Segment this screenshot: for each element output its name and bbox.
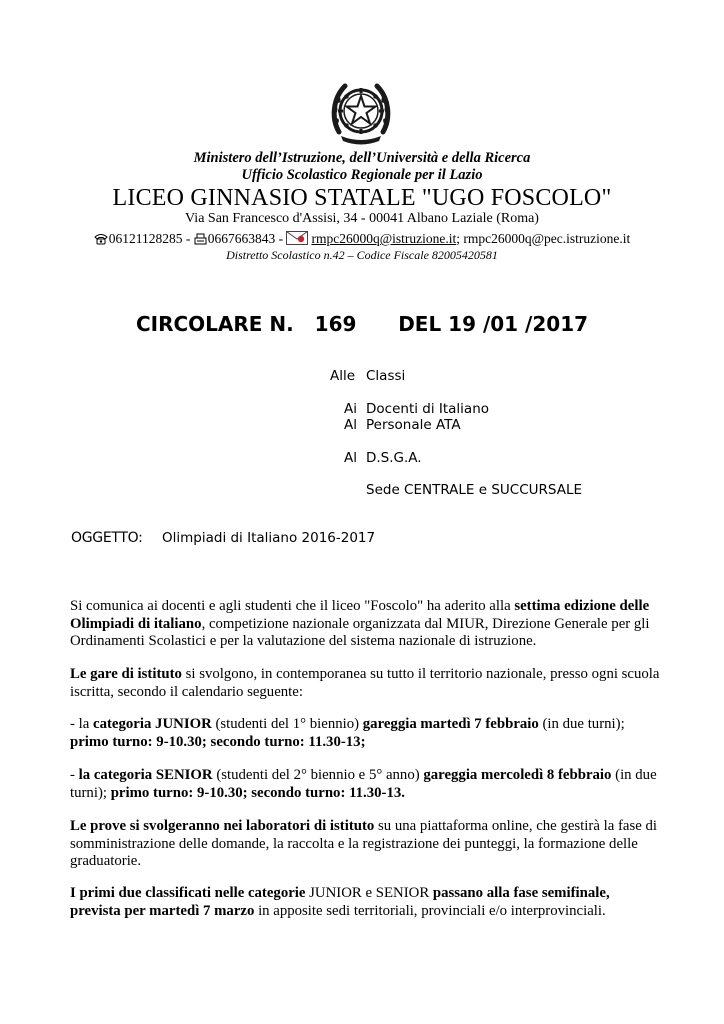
text-run: Si comunica ai docenti e agli studenti che il liceo "Foscolo" ha aderito alla xyxy=(70,598,515,614)
bold-text-run: categoria JUNIOR xyxy=(93,716,212,732)
pec-address: rmpc26000q@pec.istruzione.it xyxy=(463,231,631,246)
recipient-prefix: Al xyxy=(344,450,357,466)
recipient-name: Classi xyxy=(366,368,406,384)
body-paragraph-4 xyxy=(70,767,660,802)
regional-office: Ufficio Scolastico Regionale per il Lazio xyxy=(241,167,483,183)
body-paragraph-6 xyxy=(70,885,660,920)
text-run: JUNIOR e SENIOR xyxy=(305,885,433,901)
circolare-number: 169 xyxy=(314,312,357,336)
recipient-prefix: Alle xyxy=(329,368,355,384)
district-fiscal-code: Distretto Scolastico n.42 – Codice Fiscale 82005420581 xyxy=(226,248,498,262)
circolare-heading xyxy=(0,311,724,337)
recipient-name: Personale ATA xyxy=(366,417,461,433)
subject-label: OGGETTO: xyxy=(71,530,143,546)
text-run: in apposite sedi territoriali, provinciali e/o interprovinciali. xyxy=(254,902,606,919)
text-run: si svolgono, in contemporanea su tutto il territorio nazionale, presso ogni scuola iscritta, secondo il calendario seguente: xyxy=(70,666,660,700)
school-address: Via San Francesco d'Assisi, 34 - 00041 Albano Laziale (Roma) xyxy=(185,211,539,226)
body-paragraph-5 xyxy=(70,818,660,871)
school-name: LICEO GINNASIO STATALE "UGO FOSCOLO" xyxy=(112,185,612,211)
phone-icon xyxy=(94,233,108,245)
text-run: (in due turni); xyxy=(70,767,657,801)
bold-text-run: gareggia martedì 7 febbraio xyxy=(362,716,539,732)
bold-text-run: Le prove si svolgeranno nei laboratori di istituto xyxy=(70,818,375,834)
text-run: su una piattaforma online, che gestirà la fase di somministrazione delle domande, la raccolta e la registrazione dei punteggi, la formazione delle graduatorie. xyxy=(70,818,657,870)
text-run: - xyxy=(70,767,79,783)
bold-text-run: I primi due classificati nelle categorie xyxy=(70,885,306,901)
republic-emblem-icon xyxy=(329,78,393,146)
recipient-name: Docenti di Italiano xyxy=(366,401,490,417)
recipient-prefix: Al xyxy=(344,417,357,433)
mail-icon xyxy=(286,231,308,245)
bold-text-run: Le gare di istituto xyxy=(70,666,182,682)
body-paragraph-1 xyxy=(70,598,660,651)
bold-text-run: la categoria SENIOR xyxy=(78,767,213,783)
text-run: - la xyxy=(70,716,94,732)
bold-text-run: settima edizione delle Olimpiadi di italiano xyxy=(70,598,650,632)
email-link[interactable]: rmpc26000q@istruzione.it xyxy=(311,231,457,246)
bold-text-run: passano alla fase semifinale, prevista per martedì 7 marzo xyxy=(70,885,610,919)
bold-text-run: primo turno: 9-10.30; secondo turno: 11.30-13. xyxy=(110,784,405,801)
body-paragraph-3 xyxy=(70,716,660,751)
ministry-name: Ministero dell’Istruzione, dell’Università e della Ricerca xyxy=(193,150,531,166)
fax-icon xyxy=(194,233,207,245)
bold-text-run: gareggia mercoledì 8 febbraio xyxy=(423,767,612,783)
phone-number: 06121128285 - xyxy=(108,231,194,246)
recipient-name: Sede CENTRALE e SUCCURSALE xyxy=(366,482,583,498)
contacts-separator: ; xyxy=(456,231,464,246)
circolare-label: CIRCOLARE N. xyxy=(135,312,294,336)
text-run: (in due turni); xyxy=(538,716,625,732)
contacts-line xyxy=(0,230,724,248)
text-run: (studenti del 1° biennio) xyxy=(211,716,363,732)
body-paragraph-2 xyxy=(70,666,660,701)
bold-text-run: primo turno: 9-10.30; secondo turno: 11.30-13; xyxy=(70,733,366,750)
circolare-date: DEL 19 /01 /2017 xyxy=(398,312,589,336)
text-run: (studenti del 2° biennio e 5° anno) xyxy=(212,767,424,783)
recipient-name: D.S.G.A. xyxy=(366,450,422,466)
subject-text: Olimpiadi di Italiano 2016-2017 xyxy=(162,530,376,546)
recipient-prefix: Ai xyxy=(344,401,357,417)
fax-number: 0667663843 - xyxy=(207,231,287,246)
text-run: , competizione nazionale organizzata dal MIUR, Direzione Generale per gli Ordinamenti Scolastici e per la valutazione del sistema nazionale di istruzione. xyxy=(70,615,650,650)
